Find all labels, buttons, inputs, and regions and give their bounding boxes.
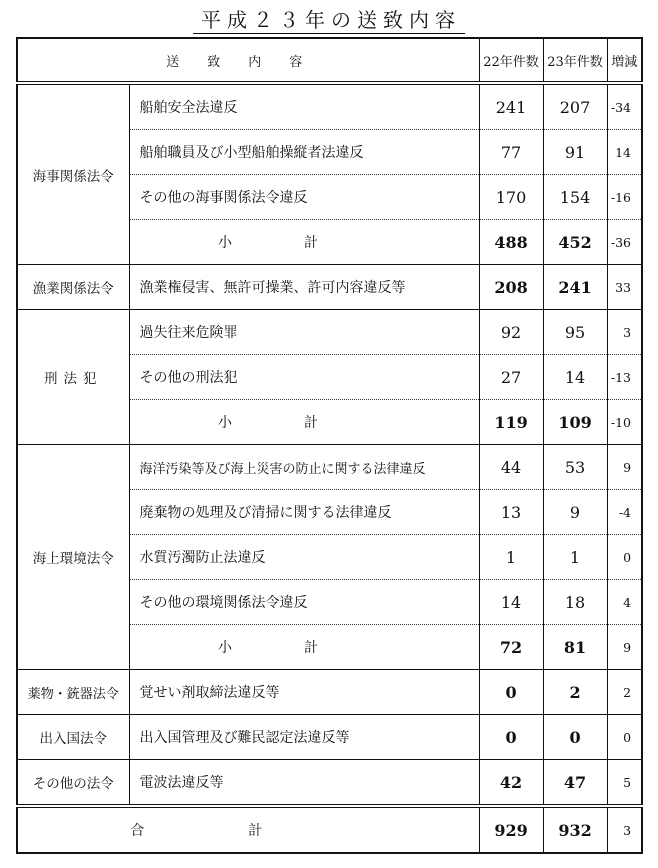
value-diff: 14: [607, 130, 642, 175]
value-y22: 1: [479, 535, 543, 580]
value-y22: 0: [479, 670, 543, 715]
value-y23: 154: [543, 175, 607, 220]
category-cell: 海事関係法令: [17, 83, 129, 265]
value-y23: 14: [543, 355, 607, 400]
item-label: 出入国管理及び難民認定法違反等: [129, 715, 479, 760]
table-row: [17, 760, 642, 807]
value-diff: 9: [607, 625, 642, 670]
item-label: その他の環境関係法令違反: [129, 580, 479, 625]
value-y23: 2: [543, 670, 607, 715]
category-cell: 刑法犯: [17, 310, 129, 445]
value-diff: -34: [607, 83, 642, 130]
header-diff: 増減: [607, 38, 642, 83]
item-label: その他の刑法犯: [129, 355, 479, 400]
value-diff: 9: [607, 445, 642, 490]
subtotal-label: 小計: [129, 400, 479, 445]
value-diff: 0: [607, 535, 642, 580]
value-y23: 241: [543, 265, 607, 310]
value-diff: 0: [607, 715, 642, 760]
item-label: その他の海事関係法令違反: [129, 175, 479, 220]
total-y23: 932: [543, 806, 607, 853]
total-label: 合計: [17, 806, 479, 853]
value-diff: 2: [607, 670, 642, 715]
value-y23: 47: [543, 760, 607, 807]
total-diff: 3: [607, 806, 642, 853]
value-y22: 14: [479, 580, 543, 625]
item-label: 漁業権侵害、無許可操業、許可内容違反等: [129, 265, 479, 310]
value-y22: 27: [479, 355, 543, 400]
value-diff: -13: [607, 355, 642, 400]
value-y22: 72: [479, 625, 543, 670]
value-y22: 44: [479, 445, 543, 490]
page-title: 平成２３年の送致内容: [0, 4, 658, 33]
header-y23: 23年件数: [543, 38, 607, 83]
category-cell: 出入国法令: [17, 715, 129, 760]
value-y23: 1: [543, 535, 607, 580]
value-y22: 42: [479, 760, 543, 807]
table-row: [17, 715, 642, 760]
value-diff: 5: [607, 760, 642, 807]
value-y23: 53: [543, 445, 607, 490]
header-content: 送致内容: [17, 38, 479, 83]
table-row: [17, 83, 642, 130]
dispatch-table: [16, 37, 643, 854]
total-row: [17, 806, 642, 853]
value-diff: -36: [607, 220, 642, 265]
category-cell: 薬物・銃器法令: [17, 670, 129, 715]
table-row: [17, 445, 642, 490]
value-y23: 81: [543, 625, 607, 670]
value-y23: 9: [543, 490, 607, 535]
category-cell: 海上環境法令: [17, 445, 129, 670]
value-y22: 77: [479, 130, 543, 175]
item-label: 海洋汚染等及び海上災害の防止に関する法律違反: [129, 445, 479, 490]
value-y22: 170: [479, 175, 543, 220]
value-y23: 0: [543, 715, 607, 760]
value-diff: 4: [607, 580, 642, 625]
value-y22: 92: [479, 310, 543, 355]
value-diff: -10: [607, 400, 642, 445]
value-y23: 452: [543, 220, 607, 265]
value-y23: 207: [543, 83, 607, 130]
item-label: 船舶安全法違反: [129, 83, 479, 130]
value-diff: 33: [607, 265, 642, 310]
subtotal-label: 小計: [129, 220, 479, 265]
value-y22: 119: [479, 400, 543, 445]
value-y22: 208: [479, 265, 543, 310]
table-row: [17, 670, 642, 715]
item-label: 水質汚濁防止法違反: [129, 535, 479, 580]
value-diff: -4: [607, 490, 642, 535]
value-diff: -16: [607, 175, 642, 220]
item-label: 電波法違反等: [129, 760, 479, 807]
table-row: [17, 310, 642, 355]
value-y22: 0: [479, 715, 543, 760]
subtotal-label: 小計: [129, 625, 479, 670]
value-y23: 91: [543, 130, 607, 175]
table-row: [17, 265, 642, 310]
category-cell: その他の法令: [17, 760, 129, 807]
value-y23: 95: [543, 310, 607, 355]
value-y22: 488: [479, 220, 543, 265]
value-y22: 13: [479, 490, 543, 535]
header-row: [17, 38, 642, 83]
item-label: 船舶職員及び小型船舶操縦者法違反: [129, 130, 479, 175]
value-diff: 3: [607, 310, 642, 355]
value-y23: 18: [543, 580, 607, 625]
category-cell: 漁業関係法令: [17, 265, 129, 310]
total-y22: 929: [479, 806, 543, 853]
value-y23: 109: [543, 400, 607, 445]
item-label: 過失往来危険罪: [129, 310, 479, 355]
item-label: 覚せい剤取締法違反等: [129, 670, 479, 715]
value-y22: 241: [479, 83, 543, 130]
header-y22: 22年件数: [479, 38, 543, 83]
item-label: 廃棄物の処理及び清掃に関する法律違反: [129, 490, 479, 535]
